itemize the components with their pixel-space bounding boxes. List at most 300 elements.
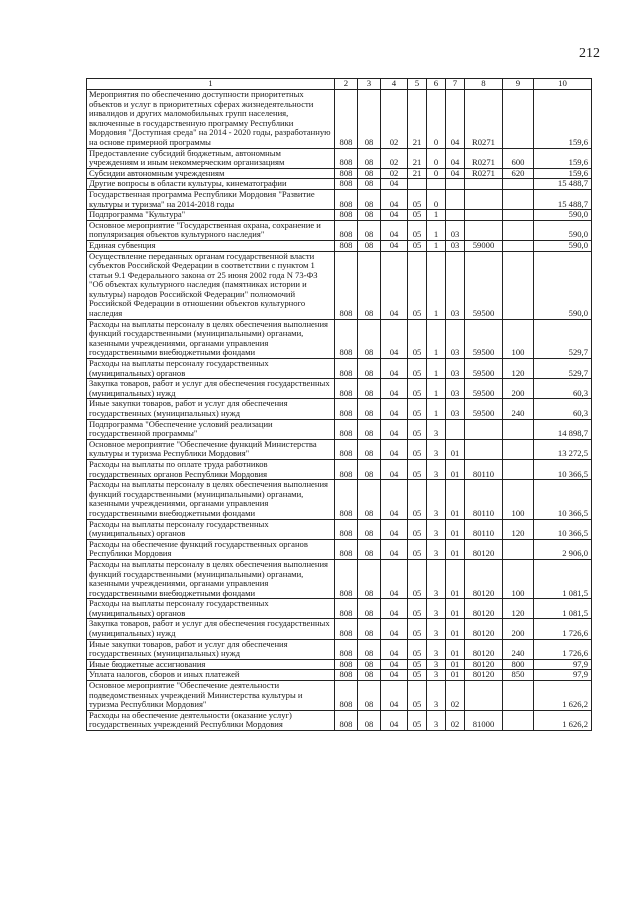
direction-code: R0271 [465, 90, 503, 149]
table-row [87, 240, 592, 251]
table-row [87, 439, 592, 459]
amount: 10 366,5 [534, 459, 592, 479]
program-code: 05 [408, 459, 427, 479]
table-row [87, 681, 592, 711]
activity-code: 04 [446, 148, 465, 168]
activity-code: 01 [446, 639, 465, 659]
row-name: Мероприятия по обеспечению доступности приоритетных объектов и услуг в приоритетных сферах жизнедеятельности инвалидов и других маломобильных групп населения, включенные в государственную программу Республики Мордовия "Доступная среда" на 2014 - 2020 годы, разработанную на основе примерной программы [87, 90, 335, 149]
subsection-code: 04 [381, 670, 408, 681]
amount: 590,0 [534, 210, 592, 221]
subprogram-code: 3 [427, 539, 446, 559]
row-name: Основное мероприятие "Обеспечение функций Министерства культуры и туризма Республики Мордовия" [87, 439, 335, 459]
table-header [87, 79, 592, 90]
ministry-code: 808 [335, 599, 358, 619]
table-row [87, 319, 592, 358]
row-name: Расходы на выплаты персоналу государственных (муниципальных) органов [87, 359, 335, 379]
subprogram-code: 1 [427, 220, 446, 240]
subsection-code: 04 [381, 439, 408, 459]
subsection-code: 04 [381, 220, 408, 240]
section-code: 08 [358, 559, 381, 598]
subsection-code: 04 [381, 379, 408, 399]
section-code: 08 [358, 359, 381, 379]
direction-code: 80120 [465, 539, 503, 559]
direction-code: 81000 [465, 710, 503, 730]
expense-type-code [503, 240, 534, 251]
ministry-code: 808 [335, 220, 358, 240]
amount: 97,9 [534, 670, 592, 681]
direction-code: 80120 [465, 659, 503, 670]
section-code: 08 [358, 419, 381, 439]
expense-type-code: 100 [503, 559, 534, 598]
subsection-code: 04 [381, 710, 408, 730]
row-name: Расходы на выплаты персоналу в целях обеспечения выполнения функций государственными (муниципальными) органами, казенными учреждениями, органами управления государственными внебюджетными фондами [87, 480, 335, 519]
direction-code: 80120 [465, 599, 503, 619]
expense-type-code: 200 [503, 619, 534, 639]
subsection-code: 04 [381, 681, 408, 711]
ministry-code: 808 [335, 251, 358, 319]
section-code: 08 [358, 480, 381, 519]
row-name: Расходы на выплаты персоналу государственных (муниципальных) органов [87, 599, 335, 619]
subprogram-code: 3 [427, 710, 446, 730]
table-row [87, 220, 592, 240]
program-code: 05 [408, 210, 427, 221]
amount: 1 081,5 [534, 599, 592, 619]
direction-code: 59500 [465, 399, 503, 419]
subsection-code: 04 [381, 659, 408, 670]
expense-type-code [503, 220, 534, 240]
section-code: 08 [358, 189, 381, 209]
ministry-code: 808 [335, 168, 358, 179]
row-name: Закупка товаров, работ и услуг для обеспечения государственных (муниципальных) нужд [87, 379, 335, 399]
column-number-header: 7 [446, 79, 465, 90]
ministry-code: 808 [335, 210, 358, 221]
table-row [87, 179, 592, 190]
row-name: Расходы на обеспечение деятельности (оказание услуг) государственных учреждений Республики Мордовия [87, 710, 335, 730]
expense-type-code: 620 [503, 168, 534, 179]
section-code: 08 [358, 168, 381, 179]
subprogram-code: 1 [427, 319, 446, 358]
activity-code: 01 [446, 619, 465, 639]
row-name: Расходы на выплаты по оплате труда работников государственных органов Республики Мордовия [87, 459, 335, 479]
table-row [87, 189, 592, 209]
direction-code: 59000 [465, 240, 503, 251]
column-number-header: 6 [427, 79, 446, 90]
table-row [87, 539, 592, 559]
row-name: Субсидии автономным учреждениям [87, 168, 335, 179]
subsection-code: 04 [381, 179, 408, 190]
row-name: Другие вопросы в области культуры, кинематографии [87, 179, 335, 190]
section-code: 08 [358, 599, 381, 619]
activity-code: 01 [446, 670, 465, 681]
subsection-code: 02 [381, 168, 408, 179]
row-name: Предоставление субсидий бюджетным, автономным учреждениям и иным некоммерческим организациям [87, 148, 335, 168]
direction-code: 80110 [465, 480, 503, 519]
activity-code: 01 [446, 459, 465, 479]
subprogram-code: 1 [427, 399, 446, 419]
table-row [87, 659, 592, 670]
table-row [87, 619, 592, 639]
row-name: Уплата налогов, сборов и иных платежей [87, 670, 335, 681]
direction-code: 80120 [465, 559, 503, 598]
subsection-code: 04 [381, 319, 408, 358]
activity-code: 04 [446, 90, 465, 149]
direction-code: 80120 [465, 670, 503, 681]
expense-type-code: 240 [503, 399, 534, 419]
table-row [87, 710, 592, 730]
table-body [87, 90, 592, 731]
ministry-code: 808 [335, 319, 358, 358]
subprogram-code: 3 [427, 519, 446, 539]
amount: 1 626,2 [534, 710, 592, 730]
amount: 1 726,6 [534, 619, 592, 639]
expense-type-code [503, 210, 534, 221]
direction-code: 59500 [465, 359, 503, 379]
subprogram-code: 0 [427, 148, 446, 168]
section-code: 08 [358, 210, 381, 221]
subprogram-code: 3 [427, 459, 446, 479]
table-row [87, 251, 592, 319]
ministry-code: 808 [335, 379, 358, 399]
table-row [87, 519, 592, 539]
activity-code: 01 [446, 559, 465, 598]
direction-code [465, 439, 503, 459]
direction-code [465, 220, 503, 240]
activity-code: 04 [446, 168, 465, 179]
section-code: 08 [358, 179, 381, 190]
activity-code: 01 [446, 480, 465, 519]
program-code: 05 [408, 319, 427, 358]
subsection-code: 04 [381, 599, 408, 619]
subprogram-code: 3 [427, 619, 446, 639]
direction-code [465, 179, 503, 190]
expense-type-code [503, 439, 534, 459]
expense-type-code: 100 [503, 319, 534, 358]
ministry-code: 808 [335, 189, 358, 209]
section-code: 08 [358, 90, 381, 149]
ministry-code: 808 [335, 710, 358, 730]
expense-type-code: 850 [503, 670, 534, 681]
table-row [87, 379, 592, 399]
subprogram-code: 0 [427, 168, 446, 179]
column-number-header: 8 [465, 79, 503, 90]
table-row [87, 148, 592, 168]
activity-code: 03 [446, 399, 465, 419]
amount: 1 726,6 [534, 639, 592, 659]
ministry-code: 808 [335, 359, 358, 379]
subsection-code: 04 [381, 619, 408, 639]
column-number-header: 5 [408, 79, 427, 90]
section-code: 08 [358, 519, 381, 539]
amount: 590,0 [534, 251, 592, 319]
ministry-code: 808 [335, 480, 358, 519]
expense-type-code: 120 [503, 359, 534, 379]
amount: 529,7 [534, 319, 592, 358]
column-number-header: 2 [335, 79, 358, 90]
direction-code: 59500 [465, 319, 503, 358]
activity-code: 02 [446, 681, 465, 711]
ministry-code: 808 [335, 419, 358, 439]
direction-code: 59500 [465, 251, 503, 319]
subsection-code: 04 [381, 539, 408, 559]
program-code: 21 [408, 168, 427, 179]
activity-code: 01 [446, 439, 465, 459]
subprogram-code: 1 [427, 359, 446, 379]
row-name: Иные бюджетные ассигнования [87, 659, 335, 670]
row-name: Осуществление переданных органам государственной власти субъектов Российской Федерации в соответствии с пунктом 1 статьи 9.1 Федерального закона от 25 июня 2002 года N 73-ФЗ "Об объектах культурного наследия (памятниках истории и культуры) народов Российской Федерации" полномочий Российской Федерации в отношении объектов культурного наследия [87, 251, 335, 319]
program-code: 05 [408, 220, 427, 240]
subsection-code: 04 [381, 210, 408, 221]
amount: 10 366,5 [534, 519, 592, 539]
amount: 590,0 [534, 220, 592, 240]
subsection-code: 04 [381, 639, 408, 659]
activity-code: 01 [446, 599, 465, 619]
row-name: Основное мероприятие "Обеспечение деятельности подведомственных учреждений Министерства культуры и туризма Республики Мордовия" [87, 681, 335, 711]
subsection-code: 02 [381, 148, 408, 168]
amount: 2 906,0 [534, 539, 592, 559]
amount: 159,6 [534, 90, 592, 149]
ministry-code: 808 [335, 519, 358, 539]
subprogram-code: 3 [427, 639, 446, 659]
subprogram-code: 3 [427, 419, 446, 439]
expense-type-code: 200 [503, 379, 534, 399]
direction-code: 80110 [465, 519, 503, 539]
section-code: 08 [358, 639, 381, 659]
subprogram-code: 3 [427, 659, 446, 670]
row-name: Иные закупки товаров, работ и услуг для обеспечения государственных (муниципальных) нужд [87, 399, 335, 419]
direction-code: 59500 [465, 379, 503, 399]
amount: 10 366,5 [534, 480, 592, 519]
table-row [87, 359, 592, 379]
section-code: 08 [358, 240, 381, 251]
activity-code: 03 [446, 379, 465, 399]
program-code: 05 [408, 189, 427, 209]
ministry-code: 808 [335, 659, 358, 670]
section-code: 08 [358, 439, 381, 459]
subprogram-code [427, 179, 446, 190]
table-row [87, 480, 592, 519]
expense-type-code: 100 [503, 480, 534, 519]
row-name: Расходы на обеспечение функций государственных органов Республики Мордовия [87, 539, 335, 559]
ministry-code: 808 [335, 439, 358, 459]
activity-code: 03 [446, 251, 465, 319]
expense-type-code [503, 681, 534, 711]
row-name: Закупка товаров, работ и услуг для обеспечения государственных (муниципальных) нужд [87, 619, 335, 639]
program-code: 05 [408, 240, 427, 251]
expense-type-code [503, 189, 534, 209]
subprogram-code: 0 [427, 189, 446, 209]
program-code [408, 179, 427, 190]
activity-code [446, 189, 465, 209]
row-name: Государственная программа Республики Мордовия "Развитие культуры и туризма" на 2014-2018 годы [87, 189, 335, 209]
subsection-code: 04 [381, 480, 408, 519]
row-name: Иные закупки товаров, работ и услуг для обеспечения государственных (муниципальных) нужд [87, 639, 335, 659]
activity-code: 02 [446, 710, 465, 730]
activity-code [446, 179, 465, 190]
program-code: 21 [408, 148, 427, 168]
program-code: 05 [408, 519, 427, 539]
direction-code: 80120 [465, 639, 503, 659]
amount: 159,6 [534, 148, 592, 168]
program-code: 05 [408, 419, 427, 439]
table-row [87, 419, 592, 439]
direction-code: R0271 [465, 168, 503, 179]
row-name: Расходы на выплаты персоналу в целях обеспечения выполнения функций государственными (муниципальными) органами, казенными учреждениями, органами управления государственными внебюджетными фондами [87, 319, 335, 358]
subprogram-code: 1 [427, 210, 446, 221]
subsection-code: 04 [381, 519, 408, 539]
activity-code: 01 [446, 539, 465, 559]
section-code: 08 [358, 459, 381, 479]
expense-type-code: 120 [503, 519, 534, 539]
activity-code: 03 [446, 359, 465, 379]
column-number-row [87, 79, 592, 90]
row-name: Основное мероприятие "Государственная охрана, сохранение и популяризация объектов культурного наследия" [87, 220, 335, 240]
table-row [87, 559, 592, 598]
amount: 1 081,5 [534, 559, 592, 598]
section-code: 08 [358, 319, 381, 358]
subsection-code: 04 [381, 189, 408, 209]
direction-code: 80120 [465, 619, 503, 639]
amount: 97,9 [534, 659, 592, 670]
table-row [87, 168, 592, 179]
program-code: 05 [408, 379, 427, 399]
ministry-code: 808 [335, 148, 358, 168]
subprogram-code: 3 [427, 439, 446, 459]
activity-code: 03 [446, 319, 465, 358]
subsection-code: 04 [381, 399, 408, 419]
amount: 14 898,7 [534, 419, 592, 439]
subsection-code: 04 [381, 240, 408, 251]
ministry-code: 808 [335, 399, 358, 419]
subprogram-code: 3 [427, 559, 446, 598]
ministry-code: 808 [335, 639, 358, 659]
section-code: 08 [358, 251, 381, 319]
program-code: 05 [408, 439, 427, 459]
table-row [87, 670, 592, 681]
activity-code: 03 [446, 220, 465, 240]
table-row [87, 399, 592, 419]
table-row [87, 599, 592, 619]
program-code: 05 [408, 539, 427, 559]
row-name: Подпрограмма "Обеспечение условий реализации государственной программы" [87, 419, 335, 439]
ministry-code: 808 [335, 681, 358, 711]
program-code: 05 [408, 399, 427, 419]
ministry-code: 808 [335, 670, 358, 681]
subsection-code: 04 [381, 419, 408, 439]
ministry-code: 808 [335, 90, 358, 149]
section-code: 08 [358, 619, 381, 639]
expense-type-code [503, 459, 534, 479]
direction-code [465, 681, 503, 711]
amount: 590,0 [534, 240, 592, 251]
row-name: Подпрограмма "Культура" [87, 210, 335, 221]
amount: 60,3 [534, 399, 592, 419]
amount: 15 488,7 [534, 189, 592, 209]
expense-type-code [503, 251, 534, 319]
activity-code: 01 [446, 519, 465, 539]
activity-code [446, 210, 465, 221]
row-name: Единая субвенция [87, 240, 335, 251]
program-code: 05 [408, 359, 427, 379]
column-number-header: 10 [534, 79, 592, 90]
column-number-header: 9 [503, 79, 534, 90]
activity-code [446, 419, 465, 439]
section-code: 08 [358, 659, 381, 670]
subsection-code: 04 [381, 459, 408, 479]
expense-type-code [503, 539, 534, 559]
column-number-header: 1 [87, 79, 335, 90]
table-row [87, 639, 592, 659]
amount: 529,7 [534, 359, 592, 379]
program-code: 05 [408, 619, 427, 639]
program-code: 05 [408, 710, 427, 730]
amount: 13 272,5 [534, 439, 592, 459]
subsection-code: 02 [381, 90, 408, 149]
amount: 159,6 [534, 168, 592, 179]
page-number: 212 [579, 46, 600, 61]
table-row [87, 459, 592, 479]
expense-type-code: 600 [503, 148, 534, 168]
section-code: 08 [358, 379, 381, 399]
ministry-code: 808 [335, 539, 358, 559]
program-code: 05 [408, 480, 427, 519]
program-code: 05 [408, 251, 427, 319]
direction-code [465, 419, 503, 439]
ministry-code: 808 [335, 179, 358, 190]
amount: 1 626,2 [534, 681, 592, 711]
amount: 60,3 [534, 379, 592, 399]
expense-type-code [503, 179, 534, 190]
program-code: 05 [408, 599, 427, 619]
section-code: 08 [358, 670, 381, 681]
ministry-code: 808 [335, 459, 358, 479]
subprogram-code: 0 [427, 90, 446, 149]
subprogram-code: 1 [427, 251, 446, 319]
section-code: 08 [358, 148, 381, 168]
program-code: 05 [408, 681, 427, 711]
subprogram-code: 1 [427, 379, 446, 399]
subsection-code: 04 [381, 359, 408, 379]
expense-type-code: 120 [503, 599, 534, 619]
column-number-header: 3 [358, 79, 381, 90]
table-row [87, 210, 592, 221]
budget-table [86, 78, 592, 731]
row-name: Расходы на выплаты персоналу в целях обеспечения выполнения функций государственными (муниципальными) органами, казенными учреждениями, органами управления государственными внебюджетными фондами [87, 559, 335, 598]
section-code: 08 [358, 710, 381, 730]
table-row [87, 90, 592, 149]
direction-code [465, 210, 503, 221]
subprogram-code: 3 [427, 681, 446, 711]
subsection-code: 04 [381, 559, 408, 598]
subprogram-code: 3 [427, 670, 446, 681]
expense-type-code [503, 710, 534, 730]
subprogram-code: 1 [427, 240, 446, 251]
subprogram-code: 3 [427, 480, 446, 519]
program-code: 05 [408, 639, 427, 659]
section-code: 08 [358, 399, 381, 419]
subprogram-code: 3 [427, 599, 446, 619]
section-code: 08 [358, 539, 381, 559]
expense-type-code: 240 [503, 639, 534, 659]
program-code: 05 [408, 659, 427, 670]
subsection-code: 04 [381, 251, 408, 319]
section-code: 08 [358, 220, 381, 240]
expense-type-code: 800 [503, 659, 534, 670]
direction-code [465, 189, 503, 209]
column-number-header: 4 [381, 79, 408, 90]
ministry-code: 808 [335, 619, 358, 639]
program-code: 05 [408, 670, 427, 681]
program-code: 21 [408, 90, 427, 149]
